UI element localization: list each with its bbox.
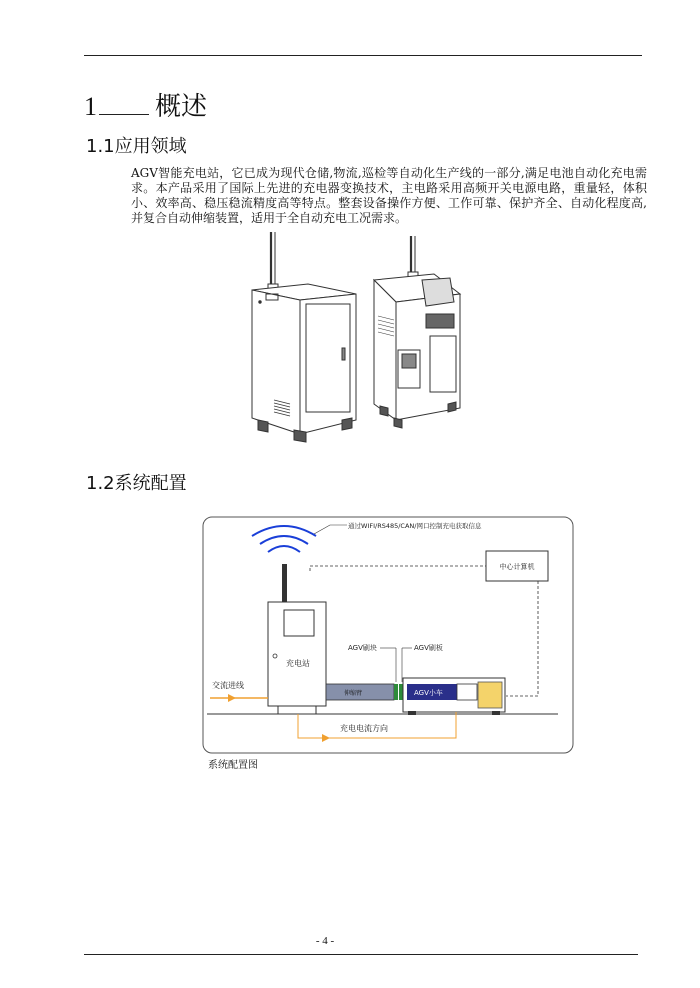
vehicle-label: AGV小车 [414, 689, 443, 697]
charging-station-illustration [246, 232, 468, 454]
section-1-1-heading: 1.1应用领域 [86, 136, 187, 157]
ac-input-label: 交流进线 [212, 681, 244, 690]
antenna [282, 564, 287, 602]
section-1-heading [84, 92, 207, 122]
agv-plate [399, 684, 403, 700]
plate-label: AGV刷板 [414, 644, 443, 652]
page-number: - 4 - [315, 935, 335, 947]
current-label: 充电电流方向 [340, 724, 388, 733]
agv-brush [394, 684, 398, 700]
footer-rule [84, 954, 638, 955]
left-cabinet [252, 232, 356, 442]
section-1-1-paragraph: AGV智能充电站，它已成为现代仓储,物流,巡检等自动化生产线的一部分,满足电池自动化充电需求。本产品采用了国际上先进的充电器变换技术，主电路采用高频开关电源电路，重量轻，体积小、效率高、稳压稳流精度高等特点。整套设备操作方便、工作可靠、保护齐全、自动化程度高,并复合自动伸缩装置，适用于全自动充电工况需求。 [131, 166, 647, 225]
central-computer-label: 中心计算机 [499, 563, 535, 571]
section-1-title: 概述 [155, 92, 208, 122]
section-1-number: 1 [84, 92, 97, 121]
comm-label: 通过WIFI/RS485/CAN/网口控制充电获取信息 [348, 522, 482, 530]
agv-wheel-left [408, 711, 416, 715]
header-rule [84, 55, 642, 56]
station-label: 充电站 [286, 659, 310, 668]
agv-vehicle-light [457, 684, 477, 700]
agv-wheel-right [492, 711, 500, 715]
section-1-2-heading: 1.2系统配置 [86, 473, 187, 494]
station-screen [284, 610, 314, 636]
section-1-underline [99, 94, 149, 115]
telescopic-label: 伸缩臂 [344, 690, 363, 697]
right-cabinet [374, 236, 460, 428]
brush-label: AGV刷块 [348, 644, 377, 652]
diagram-caption: 系统配置图 [208, 760, 258, 771]
system-configuration-diagram [202, 516, 574, 758]
battery [478, 682, 502, 708]
